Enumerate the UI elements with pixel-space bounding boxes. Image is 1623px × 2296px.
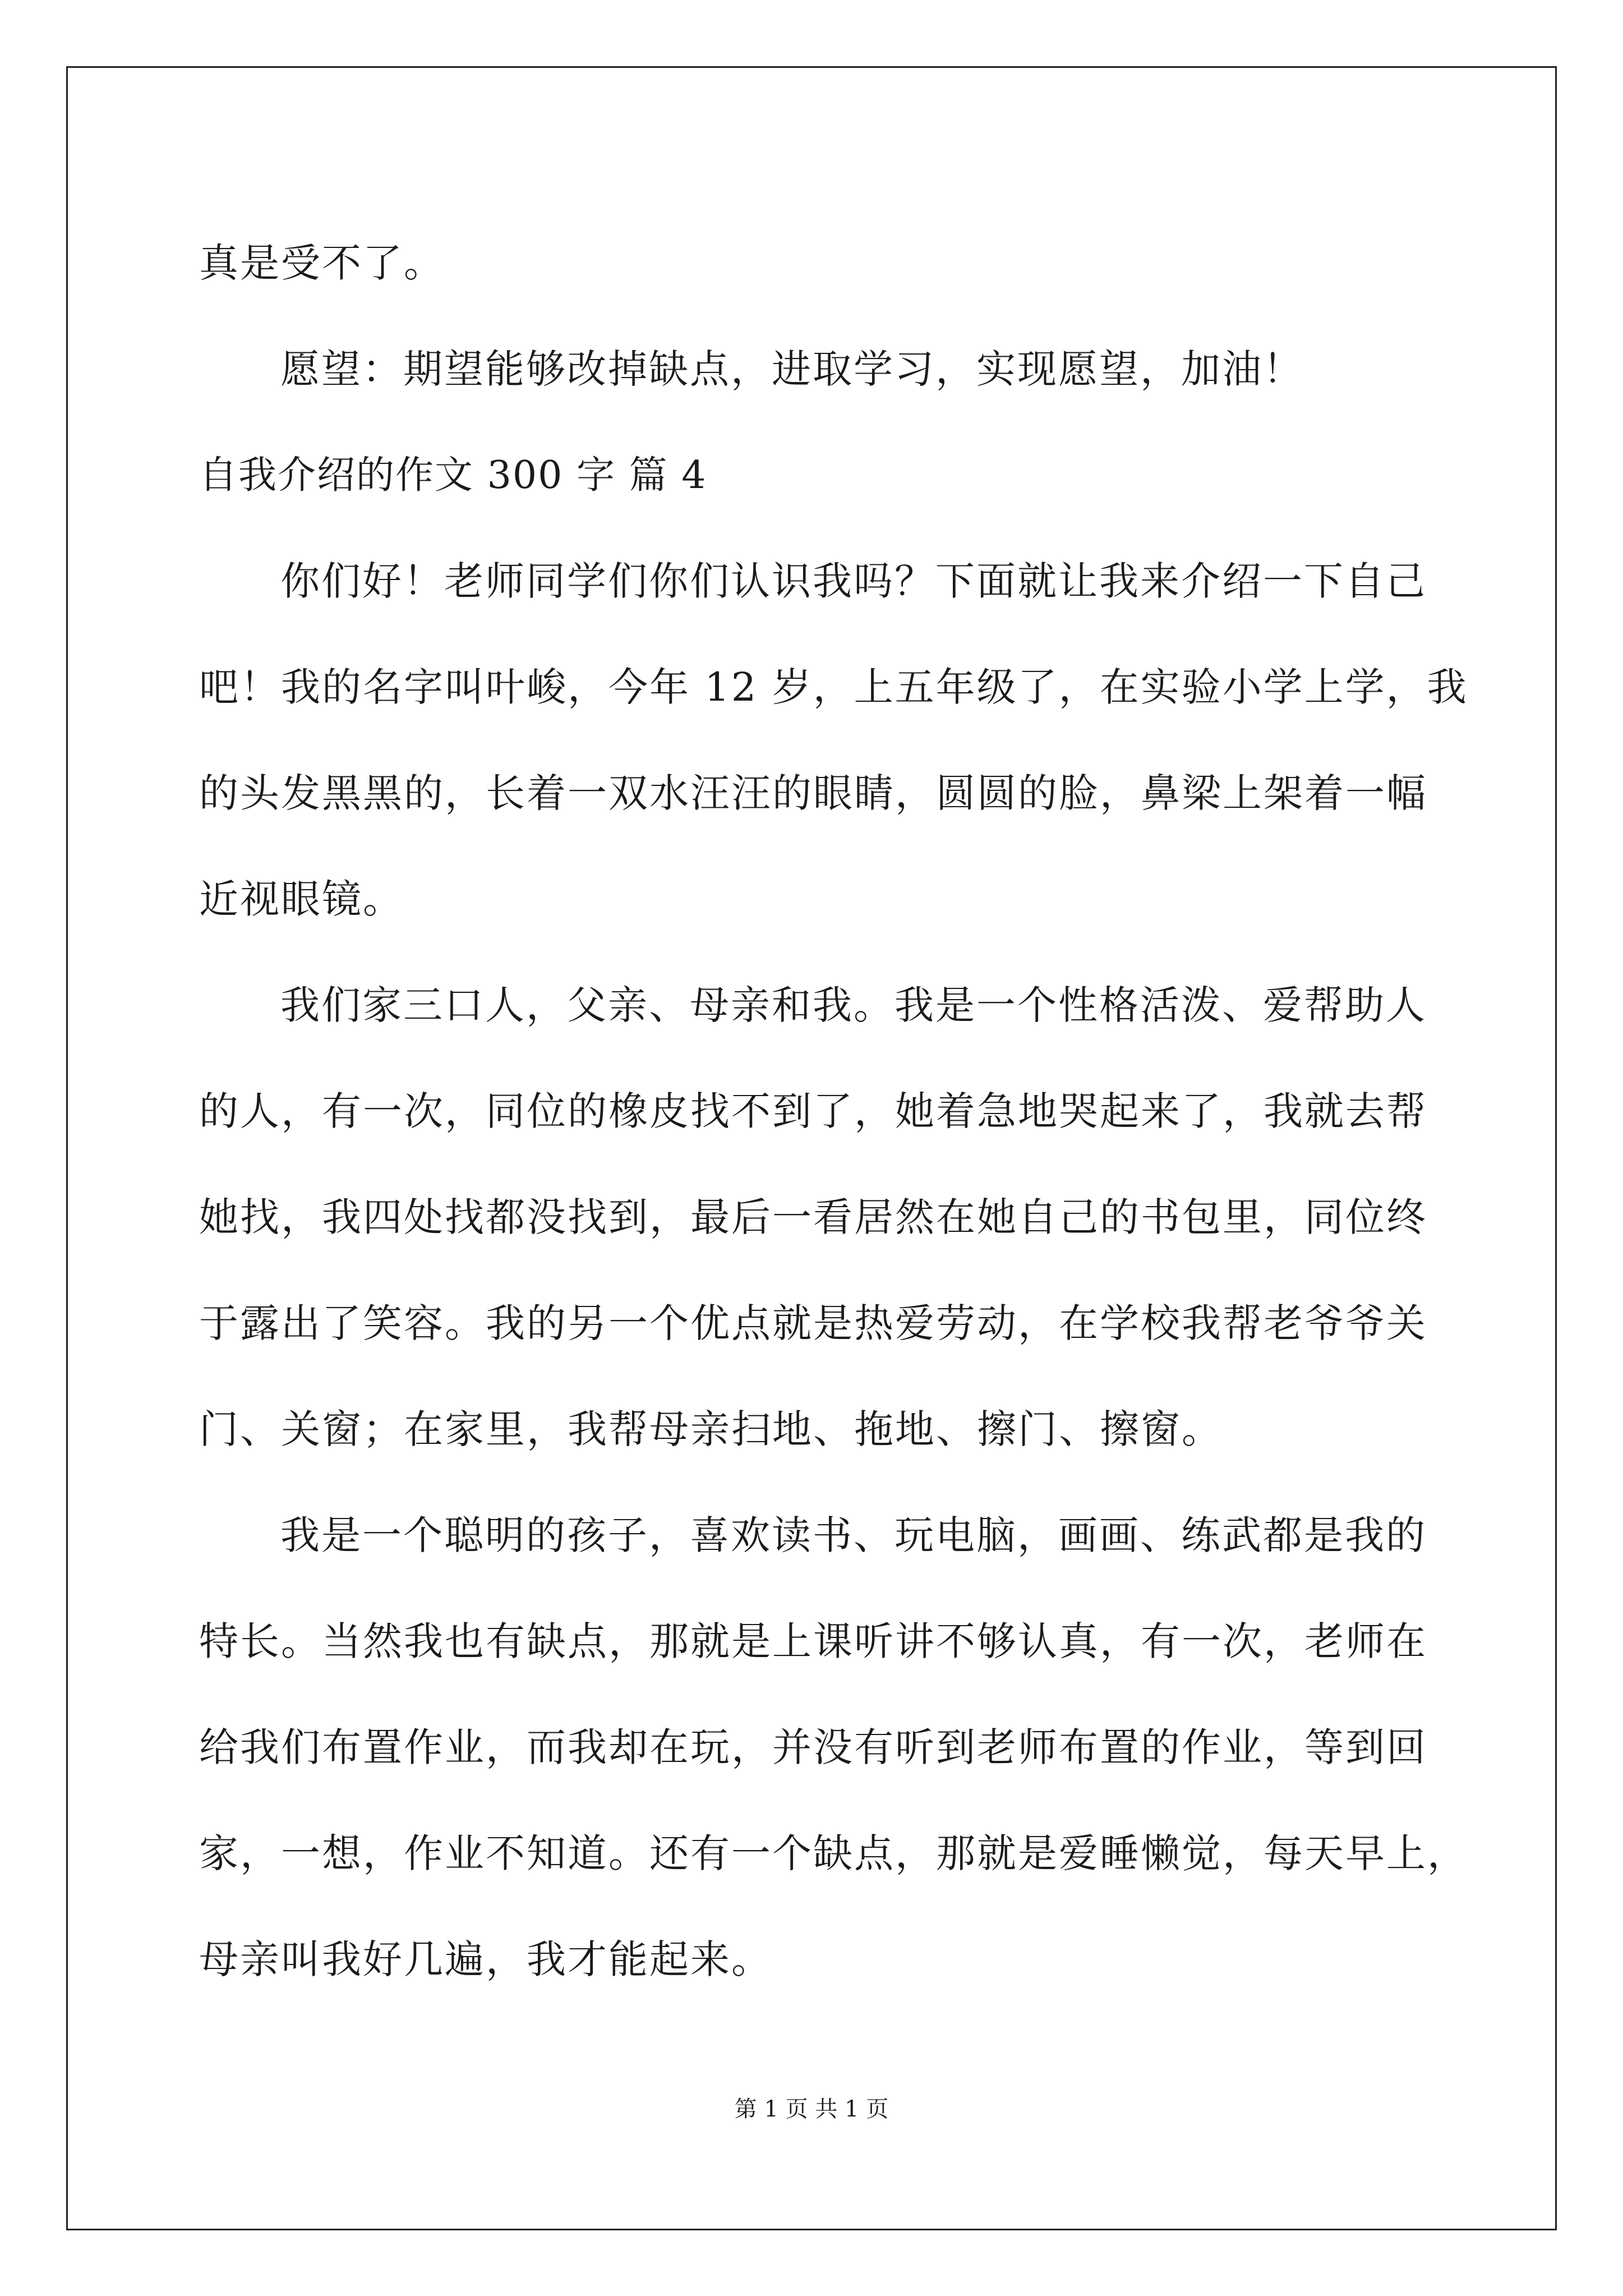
section-heading: 自我介绍的作文 300 字 篇 4 (199, 453, 707, 498)
text-line: 你们好！老师同学们你们认识我吗？下面就让我来介绍一下自己 (280, 558, 1427, 604)
text-line: 真是受不了。 (199, 240, 445, 286)
text-line: 我是一个聪明的孩子，喜欢读书、玩电脑，画画、练武都是我的 (280, 1512, 1427, 1558)
text-line: 的头发黑黑的，长着一双水汪汪的眼睛，圆圆的脸，鼻梁上架着一幅 (199, 770, 1427, 816)
text-line: 吧！我的名字叫叶峻，今年 12 岁，上五年级了，在实验小学上学，我 (199, 664, 1468, 710)
page-footer: 第 1 页 共 1 页 (734, 2096, 889, 2122)
text-line: 门、关窗；在家里，我帮母亲扫地、拖地、擦门、擦窗。 (199, 1406, 1223, 1452)
text-line: 愿望：期望能够改掉缺点，进取学习，实现愿望，加油！ (280, 346, 1304, 392)
text-line: 母亲叫我好几遍，我才能起来。 (199, 1936, 772, 1982)
document-body (199, 210, 1468, 2013)
text-line: 她找，我四处找都没找到，最后一看居然在她自己的书包里，同位终 (199, 1194, 1427, 1240)
text-line: 近视眼镜。 (199, 876, 404, 922)
text-line: 于露出了笑容。我的另一个优点就是热爱劳动，在学校我帮老爷爷关 (199, 1300, 1427, 1346)
text-line: 我们家三口人，父亲、母亲和我。我是一个性格活泼、爱帮助人 (280, 982, 1427, 1028)
text-line: 家，一想，作业不知道。还有一个缺点，那就是爱睡懒觉，每天早上， (199, 1830, 1468, 1876)
text-line: 特长。当然我也有缺点，那就是上课听讲不够认真，有一次，老师在 (199, 1618, 1427, 1664)
text-line: 的人，有一次，同位的橡皮找不到了，她着急地哭起来了，我就去帮 (199, 1088, 1427, 1134)
text-line: 给我们布置作业，而我却在玩，并没有听到老师布置的作业，等到回 (199, 1724, 1427, 1770)
